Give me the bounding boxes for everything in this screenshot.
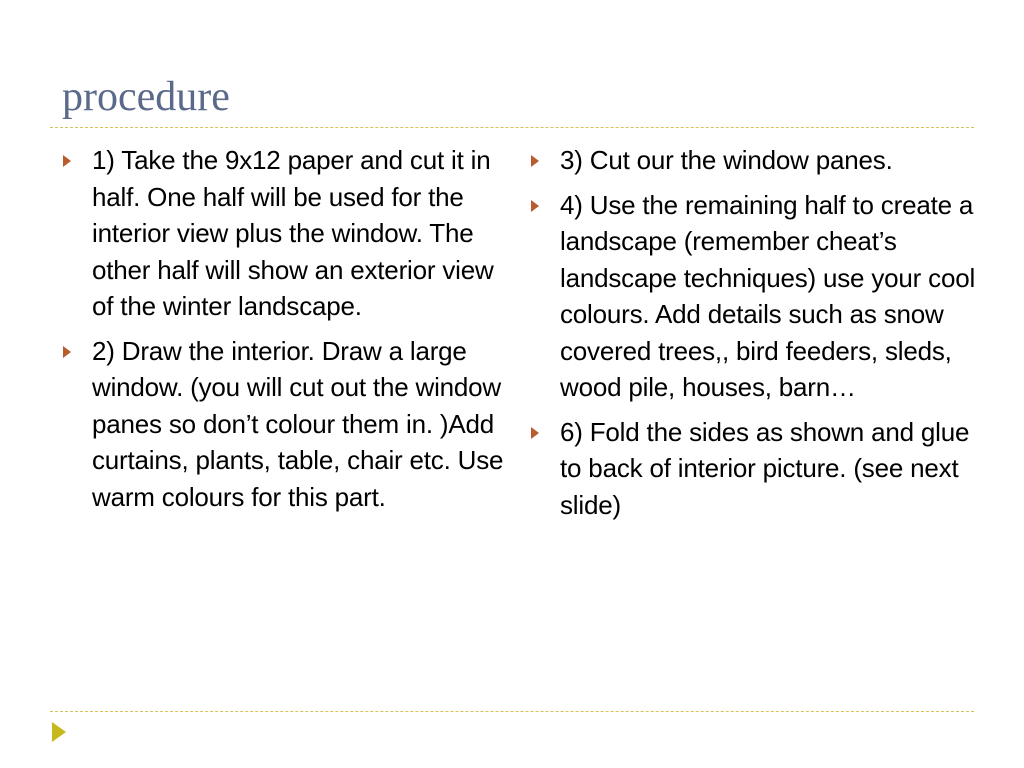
triangle-bullet-icon bbox=[531, 200, 539, 212]
list-item bbox=[528, 142, 978, 179]
slide-title: procedure bbox=[62, 74, 230, 120]
list-item bbox=[60, 142, 510, 325]
bullet-text: 4) Use the remaining half to create a landscape (remember cheat’s landscape techniques) use your cool colours. Add details such as snow covered trees,, bird feeders, sleds, wood pile, houses, barn… bbox=[560, 189, 976, 402]
list-item bbox=[528, 414, 978, 524]
bullet-text: 3) Cut our the window panes. bbox=[560, 145, 893, 175]
triangle-bullet-icon bbox=[63, 155, 71, 167]
left-bullet-list bbox=[60, 142, 510, 523]
triangle-bullet-icon bbox=[531, 155, 539, 167]
footer-divider bbox=[50, 711, 974, 712]
right-bullet-list bbox=[528, 142, 978, 531]
bullet-text: 1) Take the 9x12 paper and cut it in half. One half will be used for the interior view plus the window. The other half will show an exterior view of the winter landscape. bbox=[92, 145, 494, 321]
triangle-bullet-icon bbox=[531, 427, 539, 439]
triangle-bullet-icon bbox=[63, 346, 71, 358]
next-slide-arrow-icon[interactable] bbox=[52, 722, 66, 742]
list-item bbox=[528, 187, 978, 406]
bullet-text: 6) Fold the sides as shown and glue to back of interior picture. (see next slide) bbox=[560, 416, 970, 520]
title-divider bbox=[50, 127, 974, 128]
bullet-text: 2) Draw the interior. Draw a large window. (you will cut out the window panes so don’t colour them in. )Add curtains, plants, table, chair etc. Use warm colours for this part. bbox=[92, 335, 504, 512]
list-item bbox=[60, 333, 510, 516]
